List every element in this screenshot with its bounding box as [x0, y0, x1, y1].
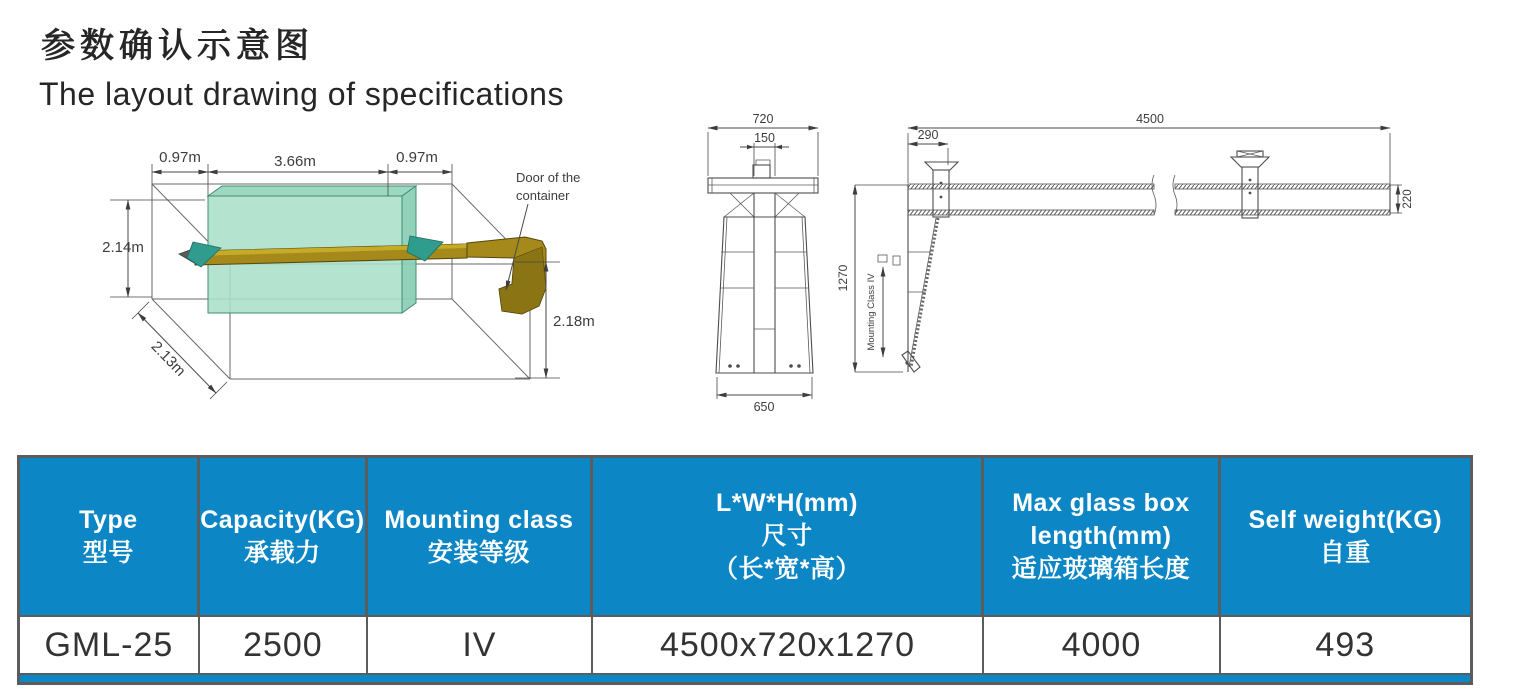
side-dim-290: [908, 128, 948, 165]
side-dim-4500: [908, 112, 1390, 184]
front-dim-650: [717, 377, 812, 414]
header-mounting-en: Mounting class: [384, 505, 574, 534]
dim-left-top: 0.97m: [159, 149, 201, 166]
header-selfweight-en: Self weight(KG): [1248, 505, 1443, 534]
spec-table-row: [20, 615, 1470, 673]
header-mounting-zh: 安装等级: [427, 538, 530, 567]
header-cell-capacity: [200, 458, 368, 615]
svg-text:150: 150: [754, 131, 775, 145]
side-dim-220: [1390, 185, 1414, 213]
header-lwh-zh: 尺寸: [761, 522, 813, 550]
cell-maxglass: 4000: [984, 617, 1220, 673]
header-capacity-zh: 承载力: [244, 538, 321, 567]
dim-mid-top: 3.66m: [274, 153, 316, 170]
cell-mounting: IV: [368, 617, 593, 673]
beam-side-view: [908, 175, 1390, 215]
side-view-drawing: [830, 105, 1440, 405]
dim-height-left: 2.14m: [102, 239, 144, 256]
header-type-en: Type: [79, 505, 138, 534]
svg-text:290: 290: [917, 128, 939, 142]
header-cell-mounting: [368, 458, 593, 615]
mounting-class-label: Mounting Class IV: [866, 273, 877, 351]
cell-type: GML-25: [20, 617, 200, 673]
header-cell-maxglass: [984, 458, 1220, 615]
svg-text:220: 220: [1402, 189, 1414, 209]
header-cell-type: [20, 458, 200, 615]
header-maxglass-en2: length(mm): [1030, 522, 1172, 550]
svg-text:4500: 4500: [1136, 112, 1164, 126]
spec-table-header: [20, 458, 1470, 615]
svg-text:1270: 1270: [836, 264, 850, 292]
iso-container-drawing: [95, 130, 675, 420]
front-dim-150: [740, 131, 789, 176]
svg-text:650: 650: [753, 400, 775, 414]
header-type-zh: 型号: [82, 538, 134, 567]
header-maxglass-zh: 适应玻璃箱长度: [1011, 555, 1191, 583]
door-label-line2: container: [516, 188, 570, 203]
dim-right-top: 0.97m: [396, 149, 438, 166]
header-cell-selfweight: [1221, 458, 1470, 615]
spec-table: [17, 455, 1473, 685]
dim-height-right: 2.18m: [553, 313, 595, 330]
header-lwh-en: L*W*H(mm): [716, 489, 858, 517]
mast-front-view: [708, 160, 818, 373]
door-label-line1: Door of the: [516, 170, 581, 185]
dim-depth: 2.13m: [147, 337, 189, 380]
svg-text:720: 720: [752, 112, 774, 126]
cell-selfweight: 493: [1221, 617, 1470, 673]
header-selfweight-zh: 自重: [1319, 538, 1371, 567]
header-cell-lwh: [593, 458, 985, 615]
header-capacity-en: Capacity(KG): [200, 505, 365, 534]
mounting-class-dimension: [866, 255, 887, 357]
iso-depth-dimension: [132, 302, 227, 399]
table-bottom-strip: [20, 673, 1470, 682]
cell-lwh: 4500x720x1270: [593, 617, 985, 673]
header-lwh-zh2: （长*宽*高）: [713, 555, 861, 583]
iso-left-dimension: [102, 200, 205, 297]
trolley-1: [925, 162, 958, 217]
page-title-en: The layout drawing of specifications: [39, 76, 564, 112]
cell-capacity: 2500: [200, 617, 368, 673]
page-title-zh: 参数确认示意图: [41, 27, 314, 65]
header-maxglass-en1: Max glass box: [1012, 489, 1190, 517]
